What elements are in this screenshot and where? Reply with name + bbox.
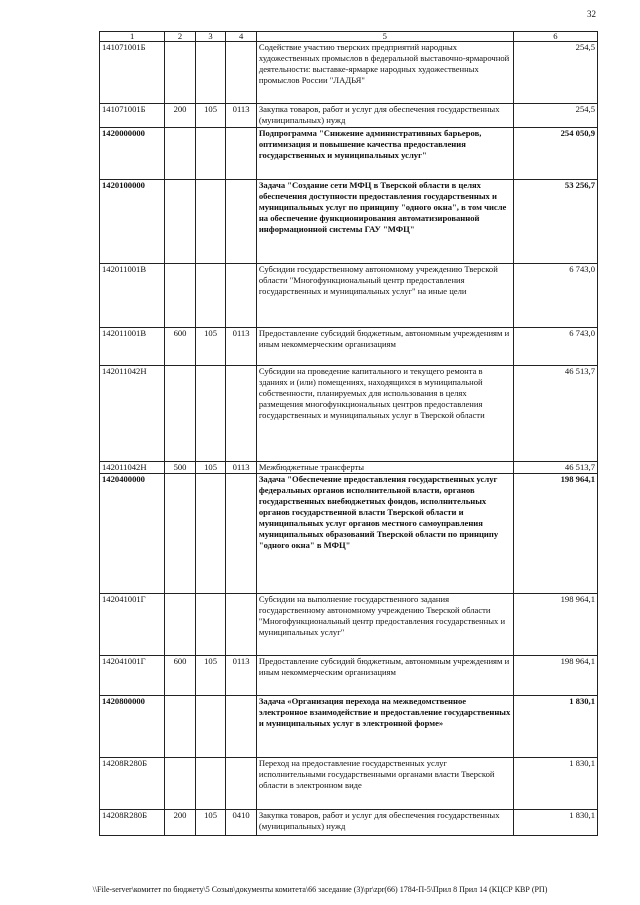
row-code: 142041001Г xyxy=(100,594,165,656)
row-col-2 xyxy=(165,474,196,594)
row-description: Предоставление субсидий бюджетным, автономным учреждениям и иным некоммерческим организациям xyxy=(256,328,513,366)
page-number: 32 xyxy=(587,9,596,19)
row-col-3 xyxy=(195,594,226,656)
row-col-4: 0113 xyxy=(226,462,257,474)
row-amount: 198 964,1 xyxy=(513,474,597,594)
row-col-3 xyxy=(195,180,226,264)
row-amount: 1 830,1 xyxy=(513,696,597,758)
row-code: 1420000000 xyxy=(100,128,165,180)
table-row xyxy=(100,42,598,104)
row-amount: 198 964,1 xyxy=(513,594,597,656)
row-description: Закупка товаров, работ и услуг для обеспечения государственных (муниципальных) нужд xyxy=(256,104,513,128)
row-col-3: 105 xyxy=(195,810,226,836)
row-amount: 6 743,0 xyxy=(513,264,597,328)
row-col-2: 200 xyxy=(165,104,196,128)
row-col-2 xyxy=(165,758,196,810)
row-code: 14208R280Б xyxy=(100,758,165,810)
table-row xyxy=(100,696,598,758)
table-row xyxy=(100,328,598,366)
row-code: 1420800000 xyxy=(100,696,165,758)
budget-table xyxy=(99,31,598,836)
table-row xyxy=(100,128,598,180)
table-row xyxy=(100,104,598,128)
row-col-4: 0410 xyxy=(226,810,257,836)
row-code: 142041001Г xyxy=(100,656,165,696)
row-col-2 xyxy=(165,42,196,104)
row-description: Содействие участию тверских предприятий народных художественных промыслов в федеральной выставочно-ярмарочной деятельности: выставке-ярмарке народных художественных промыслов России "ЛАДЬЯ" xyxy=(256,42,513,104)
row-description: Субсидии на проведение капитального и текущего ремонта в зданиях и (или) помещениях, находящихся в муниципальной собственности, планируемых для использования в целях размещения многофункциональных центров предоставления государственных и муниципальных услуг в Тверской области xyxy=(256,366,513,462)
row-amount: 6 743,0 xyxy=(513,328,597,366)
row-col-2 xyxy=(165,128,196,180)
row-description: Закупка товаров, работ и услуг для обеспечения государственных (муниципальных) нужд xyxy=(256,810,513,836)
table-row xyxy=(100,810,598,836)
row-col-2: 500 xyxy=(165,462,196,474)
row-col-3 xyxy=(195,366,226,462)
row-amount: 254,5 xyxy=(513,104,597,128)
row-col-3 xyxy=(195,474,226,594)
row-col-2: 200 xyxy=(165,810,196,836)
row-col-4: 0113 xyxy=(226,656,257,696)
row-description: Подпрограмма "Снижение административных барьеров, оптимизация и повышение качества предоставления государственных и муниципальных услуг" xyxy=(256,128,513,180)
table-row xyxy=(100,656,598,696)
row-col-2 xyxy=(165,366,196,462)
row-amount: 198 964,1 xyxy=(513,656,597,696)
row-col-2: 600 xyxy=(165,656,196,696)
row-amount: 1 830,1 xyxy=(513,810,597,836)
row-description: Задача "Создание сети МФЦ в Тверской области в целях обеспечения доступности предоставления государственных и муниципальных услуг по принципу "одного окна", в том числе на обеспечение функционирования автоматизированной информационной системы ГАУ "МФЦ" xyxy=(256,180,513,264)
row-col-4 xyxy=(226,42,257,104)
table-row xyxy=(100,474,598,594)
header-col-5: 5 xyxy=(256,32,513,42)
row-col-2 xyxy=(165,264,196,328)
row-description: Межбюджетные трансферты xyxy=(256,462,513,474)
table-row xyxy=(100,264,598,328)
row-col-3 xyxy=(195,128,226,180)
row-description: Субсидии на выполнение государственного задания государственному автономному учреждению Тверской области "Многофункциональный центр предоставления государственных и муниципальных услуг" xyxy=(256,594,513,656)
row-col-3 xyxy=(195,696,226,758)
row-code: 142011001В xyxy=(100,264,165,328)
header-col-4: 4 xyxy=(226,32,257,42)
row-col-2 xyxy=(165,594,196,656)
table-row xyxy=(100,462,598,474)
row-code: 1420100000 xyxy=(100,180,165,264)
row-description: Переход на предоставление государственных услуг исполнительными государственными органами власти Тверской области в электронном виде xyxy=(256,758,513,810)
row-col-3 xyxy=(195,758,226,810)
row-col-3 xyxy=(195,42,226,104)
row-col-4 xyxy=(226,264,257,328)
row-code: 14208R280Б xyxy=(100,810,165,836)
row-code: 142011042Н xyxy=(100,462,165,474)
row-description: Задача «Организация перехода на межведомственное электронное взаимодействие и предоставление государственных и муниципальных услуг в электронной форме» xyxy=(256,696,513,758)
row-col-2: 600 xyxy=(165,328,196,366)
row-col-3: 105 xyxy=(195,462,226,474)
header-col-6: 6 xyxy=(513,32,597,42)
header-col-1: 1 xyxy=(100,32,165,42)
row-col-4 xyxy=(226,696,257,758)
row-col-4 xyxy=(226,128,257,180)
row-col-2 xyxy=(165,696,196,758)
row-col-4 xyxy=(226,366,257,462)
row-col-2 xyxy=(165,180,196,264)
row-col-4 xyxy=(226,474,257,594)
row-description: Предоставление субсидий бюджетным, автономным учреждениям и иным некоммерческим организациям xyxy=(256,656,513,696)
row-col-3 xyxy=(195,264,226,328)
header-col-2: 2 xyxy=(165,32,196,42)
row-code: 141071001Б xyxy=(100,42,165,104)
row-code: 142011042Н xyxy=(100,366,165,462)
row-col-4: 0113 xyxy=(226,104,257,128)
row-code: 141071001Б xyxy=(100,104,165,128)
table-row xyxy=(100,366,598,462)
row-col-3: 105 xyxy=(195,328,226,366)
row-col-4 xyxy=(226,758,257,810)
row-description: Субсидии государственному автономному учреждению Тверской области "Многофункциональный центр предоставления государственных и муниципальных услуг" на иные цели xyxy=(256,264,513,328)
row-col-4 xyxy=(226,180,257,264)
row-amount: 46 513,7 xyxy=(513,462,597,474)
table-row xyxy=(100,758,598,810)
table-header-row xyxy=(100,32,598,42)
row-amount: 1 830,1 xyxy=(513,758,597,810)
row-amount: 46 513,7 xyxy=(513,366,597,462)
table-row xyxy=(100,594,598,656)
table-row xyxy=(100,180,598,264)
footer-file-path: \\File-server\комитет по бюджету\5 Созыв\документы комитета\66 заседание (3)\pr\zpr(66) 1784-П-5\Прил 8 Прил 14 (КЦСР КВР (РП) xyxy=(92,885,548,894)
row-col-4 xyxy=(226,594,257,656)
row-amount: 53 256,7 xyxy=(513,180,597,264)
row-col-3: 105 xyxy=(195,656,226,696)
row-code: 142011001В xyxy=(100,328,165,366)
row-code: 1420400000 xyxy=(100,474,165,594)
row-amount: 254,5 xyxy=(513,42,597,104)
row-col-3: 105 xyxy=(195,104,226,128)
row-col-4: 0113 xyxy=(226,328,257,366)
row-description: Задача "Обеспечение предоставления государственных услуг федеральных органов исполнительной власти, органов государственных внебюджетных фондов, исполнительных органов государственной власти Тверской области и муниципальных услуг органов местного самоуправления муниципальных образований Тверской области по принципу "одного окна" в МФЦ" xyxy=(256,474,513,594)
row-amount: 254 050,9 xyxy=(513,128,597,180)
header-col-3: 3 xyxy=(195,32,226,42)
